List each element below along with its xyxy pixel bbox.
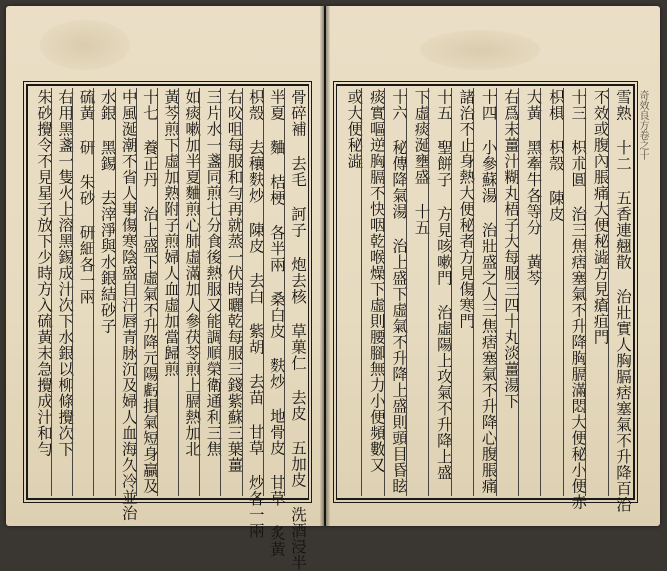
text-column: 朱砂攪令不見星子放下少時方入硫黃末急攪成汁和勻 xyxy=(35,89,54,457)
text-column: 硫黃 研 朱砂 研細各一兩 xyxy=(72,88,93,496)
spine-label: 奇效良方卷之十 xyxy=(637,90,648,160)
text-column: 十四 小參蘇湯 治壯盛之人三焦痞塞氣不升降心腹脹痛 xyxy=(473,88,495,496)
paper-stain xyxy=(420,30,540,70)
left-page-frame xyxy=(26,84,309,571)
text-column: 右爲末薑汁糊丸梧子大每服三四十丸淡薑湯下 xyxy=(496,88,518,496)
right-page-columns xyxy=(340,88,632,513)
text-column: 大黃 黑牽牛各等分 黃芩 xyxy=(518,88,540,496)
text-column: 骨碎補 去毛 訶子 炮去核 草菓仁 去皮 五加皮 洗酒浸半 xyxy=(284,88,305,496)
text-column: 如痰嗽加半夏麯煎心肺虛滿加人參茯苓煎上膈熱加北 xyxy=(178,88,199,496)
text-column: 十七 養正丹 治上盛下虛氣不升降元陽虧損氣短身贏及 xyxy=(136,88,157,496)
left-page-columns xyxy=(31,88,307,571)
text-column: 水銀 黑錫 去滓淨與水銀結砂子 xyxy=(93,88,114,496)
text-column: 雪熟 十二 五香連翹散 治壯實人胸膈痞塞氣不升降百治 xyxy=(608,88,630,496)
text-column: 右㕮咀每服和勻再就蒸一伏時曬乾每服三錢紫蘇三葉薑 xyxy=(220,88,241,496)
text-column: 三片水一盞同煎七分食後熱服又能調順榮衛通利三焦 xyxy=(199,88,220,496)
book-gutter xyxy=(320,6,330,526)
text-column: 下虛痰涎壅盛 十五 xyxy=(406,88,428,496)
text-column: 十五 聖餅子 方見咳嗽門 治虛陽上攻氣不升降上盛 xyxy=(428,88,450,496)
text-column: 枳椇 枳殼 陳皮 xyxy=(540,88,562,496)
text-column: 枳殼 去穰麩炒 陳皮 去白 紫胡 去苗 甘草 炒各一兩 xyxy=(242,88,263,496)
text-column: 痰實嘔逆胸膈不快咽乾喉燥下虛則腰腳無力小便頻數又 xyxy=(361,88,383,496)
text-column: 諸治不止身熱大便秘者方見傷寒門 xyxy=(451,88,473,496)
text-column: 中風涎潮不省人事傷寒陰盛自汗唇青脉沉及婦人血海久冷並治 xyxy=(115,88,136,496)
right-page-frame xyxy=(336,84,635,513)
text-column: 十三 枳朮圓 治三焦痞塞氣不升降胸膈滿悶大便秘小便赤 xyxy=(563,88,585,496)
paper-stain xyxy=(40,20,130,70)
text-column: 不效或腹內脹痛大便秘澁方見瘡疽門 xyxy=(585,88,607,496)
text-column: 半夏 麯 桔梗 各半兩 桑白皮 麩炒 地骨皮 甘草 炙黃 xyxy=(263,88,284,496)
text-column: 或大便秘澁 xyxy=(345,89,364,169)
text-column: 右用黑盞一隻火上溶黑錫成汁次下水銀以柳條攪次下 xyxy=(51,88,72,496)
text-column: 黃芩煎下虛加熟附子煎婦人血虛加當歸煎 xyxy=(157,88,178,496)
text-column: 十六 秘傳降氣湯 治上盛下虛氣不升降上盛則頭目昏眩 xyxy=(384,88,406,496)
